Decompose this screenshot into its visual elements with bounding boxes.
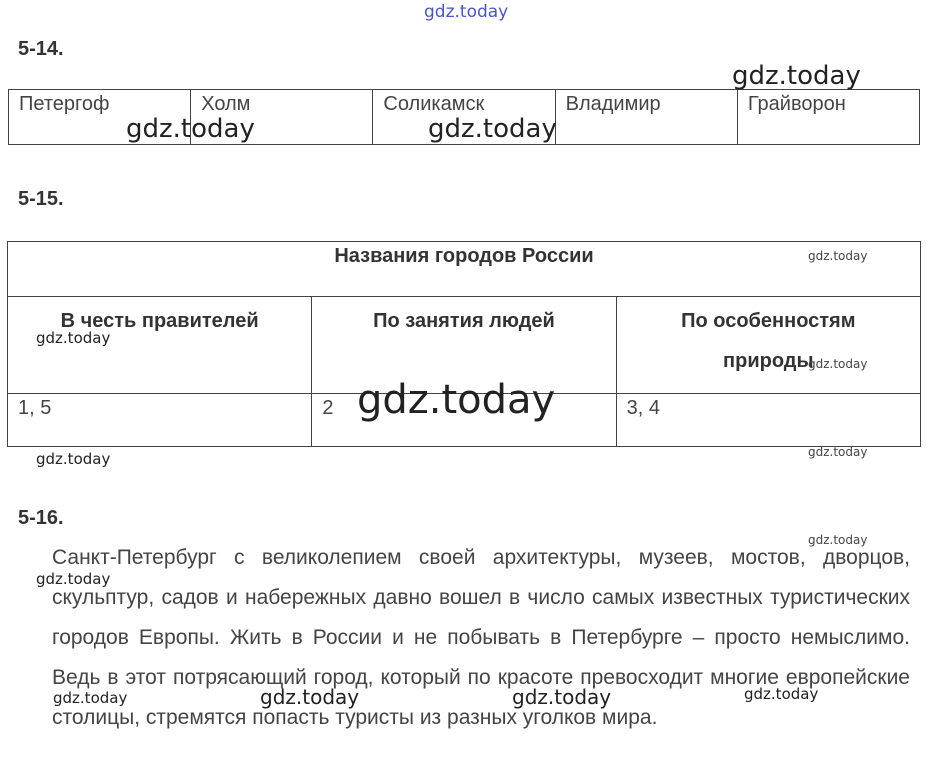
watermark: gdz.today [808,533,868,547]
column-header: По особенностям природы [616,297,920,393]
exercise-5-16-text: Санкт-Петербург с великолепием своей архитектуры, музеев, мостов, дворцов, скульптур, садов и набережных давно вошел в число самых известных туристических городов Европы. Жить в России и не побывать в Петербурге – просто немыслимо. Ведь в этот потрясающий город, который по красоте превосходит многие европейские столицы, стремятся попасть туристы из разных уголков мира. [52,546,910,729]
watermark: gdz.today [36,570,111,588]
city-cell: Владимир [555,90,737,144]
watermark: gdz.today [357,377,556,423]
exercise-5-15-label: 5-15. [18,188,64,210]
watermark: gdz.today [732,61,861,91]
watermark: gdz.today [126,114,255,144]
watermark: gdz.today [808,445,868,459]
watermark: gdz.today [260,685,360,709]
watermark-top: gdz.today [424,2,509,22]
column-header: В честь правителей [60,310,259,332]
watermark: gdz.today [808,249,868,263]
watermark: gdz.today [36,450,111,468]
exercise-5-16-label: 5-16. [18,507,64,529]
column-header: По занятия людей [311,297,615,393]
table-cell: 1, 5 [18,397,52,419]
watermark: gdz.today [808,357,868,371]
table-cell: 3, 4 [616,393,920,446]
city-cell: Грайворон [737,90,919,144]
watermark: gdz.today [53,689,128,707]
table-cell: 2 [311,393,615,446]
city-cell: Соликамск [372,90,554,144]
city-cell: Холм [190,90,372,144]
watermark: gdz.today [428,114,557,144]
watermark: gdz.today [744,685,819,703]
watermark: gdz.today [512,685,612,709]
exercise-5-14-label: 5-14. [18,38,64,60]
watermark: gdz.today [36,329,111,347]
table-title: Названия городов России [8,242,920,297]
city-cell: Петергоф [19,93,110,115]
